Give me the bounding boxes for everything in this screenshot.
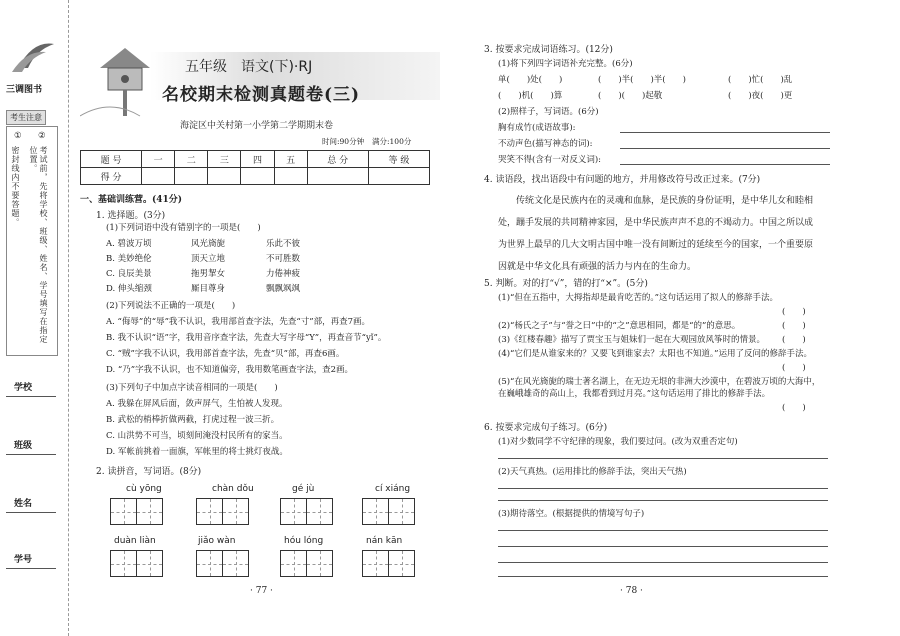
q1-1-stem: (1)下列词语中没有错别字的一项是( ) xyxy=(106,223,261,233)
pinyin-label: nán kān xyxy=(366,536,403,546)
q1-2-stem: (2)下列说法不正确的一项是( ) xyxy=(106,301,236,311)
q6-heading: 6. 按要求完成句子练习。(6分) xyxy=(484,423,608,433)
q1-heading: 1. 选择题。(3分) xyxy=(96,211,166,221)
field-number-line[interactable] xyxy=(6,568,56,569)
char-grid[interactable] xyxy=(196,498,248,525)
time-info: 时间:90分钟 xyxy=(322,137,365,146)
judge-bracket[interactable]: ( ) xyxy=(782,307,806,317)
q5-item: (5)“在风光旖旎的瑞士著名湖上，在无边无垠的非洲大沙漠中，在碧波万顷的大海中，在巍峨雄奇的高山上，我都看到过月亮。”这句话运用了排比的修辞手法。 xyxy=(498,377,821,399)
answer-line[interactable] xyxy=(620,164,830,165)
fill-blank[interactable]: ( )机( )算 xyxy=(498,91,563,101)
q3-heading: 3. 按要求完成词语练习。(12分) xyxy=(484,45,613,55)
judge-bracket[interactable]: ( ) xyxy=(782,363,806,373)
score-cell: 等 级 xyxy=(368,151,429,168)
option-word: 风光旖旎 xyxy=(191,239,226,249)
q6-item: (1)对少数同学不守纪律的现象，我们要过问。(改为双重否定句) xyxy=(498,437,738,447)
pinyin-label: cù yōng xyxy=(126,484,162,494)
judge-bracket[interactable]: ( ) xyxy=(782,321,806,331)
score-input[interactable] xyxy=(368,168,429,185)
score-input[interactable] xyxy=(241,168,274,185)
notice-item-2: 考试前，先将学校、班级、姓名、学号填写在指定位置。 xyxy=(29,146,48,344)
char-grid[interactable] xyxy=(362,498,414,525)
option-word: 顶天立地 xyxy=(191,254,226,264)
q5-item: (1)“但在五指中，大拇指却是最肯吃苦的。”这句话运用了拟人的修辞手法。 xyxy=(498,293,778,303)
score-cell: 得 分 xyxy=(81,168,142,185)
q3-2-stem: (2)照样子，写词语。(6分) xyxy=(498,107,599,117)
page-number: · 78 · xyxy=(620,586,643,596)
score-table-header-row xyxy=(81,151,430,168)
q3-2-line3: 哭笑不得(含有一对反义词): xyxy=(498,155,601,165)
char-grid[interactable] xyxy=(110,498,162,525)
pinyin-label: chàn dǒu xyxy=(212,484,254,494)
q1-1-optA xyxy=(106,238,406,250)
option-word: 力倦神疲 xyxy=(266,269,301,279)
q1-2-optC: C. “贼”字我不认识，我用部首查字法，先查“贝”部，再查6画。 xyxy=(106,349,345,359)
q3-1-stem: (1)将下列四字词语补充完整。(6分) xyxy=(498,59,633,69)
pinyin-label: cí xiáng xyxy=(375,484,411,494)
score-cell: 二 xyxy=(175,151,208,168)
q2-heading: 2. 读拼音，写词语。(8分) xyxy=(96,467,202,477)
answer-line[interactable] xyxy=(498,562,828,563)
q1-2-optA: A. “侮辱”的“辱”我不认识，我用部首查字法，先查“寸”部，再查7画。 xyxy=(106,317,371,327)
score-cell: 三 xyxy=(208,151,241,168)
score-cell: 一 xyxy=(142,151,175,168)
answer-line[interactable] xyxy=(498,500,828,501)
binding-sidebar xyxy=(0,0,69,636)
pinyin-label: gé jù xyxy=(292,484,315,494)
score-input[interactable] xyxy=(208,168,241,185)
notice-num-1: ① xyxy=(14,131,22,141)
score-table-score-row xyxy=(81,168,430,185)
pinyin-label: hóu lóng xyxy=(284,536,324,546)
score-input[interactable] xyxy=(142,168,175,185)
answer-line[interactable] xyxy=(498,488,828,489)
field-name: 姓名 xyxy=(14,499,33,509)
logo-text: 三调图书 xyxy=(6,85,43,95)
q1-2-optB: B. 我不认识“语”字，我用音序查字法，先查大写字母“Y”，再查音节“yǐ”。 xyxy=(106,333,387,343)
option-word: 厮目尊身 xyxy=(191,284,226,294)
q1-3-optB: B. 武松的梢棒折做两截，打虎过程一波三折。 xyxy=(106,415,280,425)
answer-line[interactable] xyxy=(498,458,828,459)
page-77 xyxy=(70,0,442,636)
notice-title: 考生注意 xyxy=(6,110,46,125)
field-school-line[interactable] xyxy=(6,396,56,397)
option-word: C. 良辰美景 xyxy=(106,269,152,279)
field-class-line[interactable] xyxy=(6,454,56,455)
publisher-logo xyxy=(8,38,58,78)
judge-bracket[interactable]: ( ) xyxy=(782,335,806,345)
score-input[interactable] xyxy=(307,168,368,185)
score-info: 满分:100分 xyxy=(372,137,412,146)
q1-3-optD: D. 军帐前挑着一面旗，军帐里的将士挑灯夜战。 xyxy=(106,447,288,457)
pinyin-label: jiǎo wàn xyxy=(198,536,236,546)
fill-blank[interactable]: ( )忙( )乱 xyxy=(728,75,793,85)
q6-item: (2)天气真热。(运用排比的修辞手法，突出天气热) xyxy=(498,467,687,477)
answer-line[interactable] xyxy=(498,546,828,547)
q6-item: (3)期待落空。(根据提供的情境写句子) xyxy=(498,509,645,519)
q3-2-line1: 胸有成竹(成语故事): xyxy=(498,123,576,133)
fill-blank[interactable]: ( )半( )半( ) xyxy=(598,75,686,85)
exam-title: 名校期末检测真题卷(三) xyxy=(162,85,361,105)
notice-item-1: 密封线内不要答题。 xyxy=(11,146,20,227)
section-1-heading: 一、基础训练营。(41分) xyxy=(80,195,183,205)
q5-item: (4)“它们是从谁家来的？又要飞到谁家去？太阳也不知道。”运用了反问的修辞手法。 xyxy=(498,349,812,359)
q1-3-stem: (3)下列句子中加点字读音相同的一项是( ) xyxy=(106,383,278,393)
fill-blank[interactable]: ( )( )起敬 xyxy=(598,91,663,101)
answer-line[interactable] xyxy=(620,132,830,133)
option-word: 拖男挈女 xyxy=(191,269,226,279)
score-cell: 四 xyxy=(241,151,274,168)
option-word: A. 碧波万顷 xyxy=(106,239,152,249)
field-number: 学号 xyxy=(14,555,33,565)
field-class: 班级 xyxy=(14,441,33,451)
pinyin-label: duàn liàn xyxy=(114,536,156,546)
field-school: 学校 xyxy=(14,383,33,393)
option-word: 飘飘飒飒 xyxy=(266,284,301,294)
option-word: 不可胜数 xyxy=(266,254,301,264)
q3-1-row1 xyxy=(498,74,838,86)
char-grid[interactable] xyxy=(196,550,248,577)
q1-1-optD xyxy=(106,283,406,295)
page-78 xyxy=(470,0,900,636)
q1-3-optC: C. 山洪势不可当，顷刻间淹没村民所有的家当。 xyxy=(106,431,288,441)
score-cell: 题 号 xyxy=(81,151,142,168)
q4-heading: 4. 读语段，找出语段中有问题的地方，并用修改符号改正过来。(7分) xyxy=(484,175,761,185)
q5-heading: 5. 判断。对的打“√”，错的打“×”。(5分) xyxy=(484,279,648,289)
exam-subtitle: 海淀区中关村第一小学第二学期期末卷 xyxy=(180,121,334,131)
page-number: · 77 · xyxy=(250,586,273,596)
char-grid[interactable] xyxy=(280,550,332,577)
q5-item: (3)《红楼春趣》描写了贾宝玉与姐妹们一起在大观园放风筝时的情景。 xyxy=(498,335,766,345)
char-grid[interactable] xyxy=(110,550,162,577)
q4-passage: 传统文化是民族内在的灵魂和血脉，是民族的身份证明，是中华儿女和睦相处，蹦手发展的共同精神家园，是中华民族声声不息的不竭动力。中国之所以成为世界上最早的几大文明古国中唯一没有间断过的延续至今的国家，一个重要原因就是中华文化具有顽强的活力与内在的生命力。 xyxy=(498,196,814,272)
answer-line[interactable] xyxy=(498,530,828,531)
field-name-line[interactable] xyxy=(6,512,56,513)
q1-2-optD: D. “乃”字我不认识，也不知道偏旁，我用数笔画查字法，查2画。 xyxy=(106,365,354,375)
score-input[interactable] xyxy=(274,168,307,185)
score-cell: 五 xyxy=(274,151,307,168)
option-word: 乐此不彼 xyxy=(266,239,301,249)
q3-2-line2: 不动声色(描写神态的词): xyxy=(498,139,593,149)
score-table xyxy=(80,150,430,185)
q1-1-optC xyxy=(106,268,406,280)
q3-1-row2 xyxy=(498,90,838,102)
judge-bracket[interactable]: ( ) xyxy=(782,403,806,413)
answer-line[interactable] xyxy=(620,148,830,149)
score-input[interactable] xyxy=(175,168,208,185)
fill-blank[interactable]: 单( )处( ) xyxy=(498,75,563,85)
fill-blank[interactable]: ( )夜( )更 xyxy=(728,91,793,101)
char-grid[interactable] xyxy=(280,498,332,525)
q5-item: (2)“杨氏之子”与“誉之曰”中的“之”意思相同，都是“的”的意思。 xyxy=(498,321,741,331)
notice-num-2: ② xyxy=(38,131,46,141)
grade-line: 五年级 语文(下)·RJ xyxy=(185,59,313,75)
q1-1-optB xyxy=(106,253,406,265)
option-word: B. 美妙绝伦 xyxy=(106,254,152,264)
q1-3-optA: A. 我躲在屏风后面，敛声屏气，生怕被人发现。 xyxy=(106,399,288,409)
score-cell: 总 分 xyxy=(307,151,368,168)
answer-line[interactable] xyxy=(498,576,828,577)
char-grid[interactable] xyxy=(362,550,414,577)
option-word: D. 伸头缩颈 xyxy=(106,284,152,294)
